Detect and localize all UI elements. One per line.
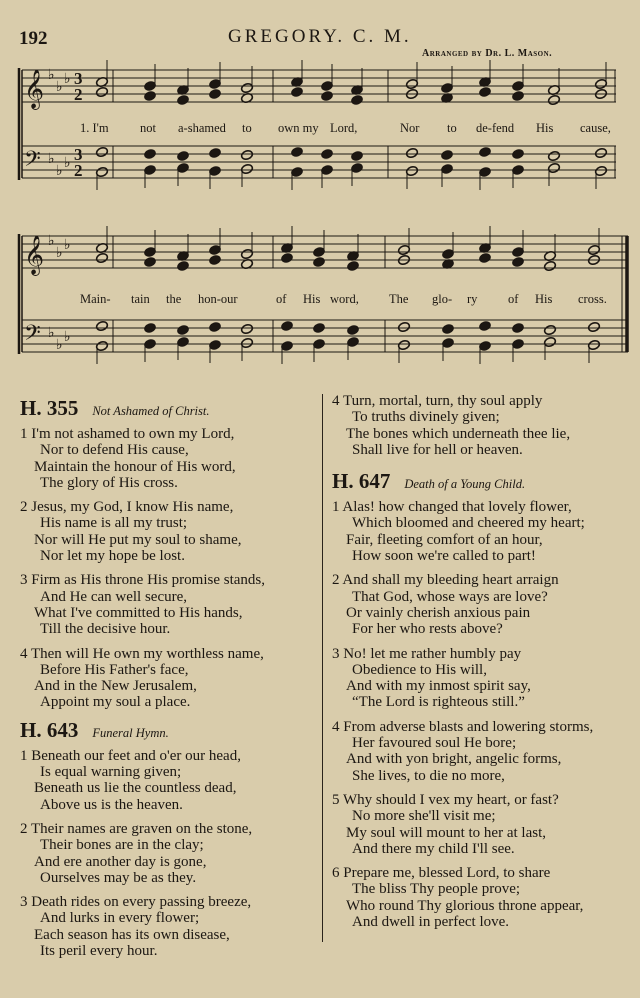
verse-line: How soon we're called to part! [352, 548, 536, 565]
stanza [332, 572, 632, 637]
stanza [332, 646, 632, 711]
column-divider [322, 394, 323, 942]
lyric-syllable: of [276, 292, 287, 306]
stanza [20, 499, 320, 564]
svg-text:♭: ♭ [56, 163, 63, 179]
verse-line: Maintain the honour of His word, [34, 458, 236, 475]
stanza [332, 499, 632, 564]
svg-text:3: 3 [74, 69, 83, 88]
lyric-syllable: the [166, 292, 182, 306]
stanza [20, 894, 320, 959]
verse-line: 1 Alas! how changed that lovely flower, [332, 499, 572, 516]
verse-line: Nor will He put my soul to shame, [34, 531, 242, 548]
stanza [20, 426, 320, 491]
lyric-syllable: de-fend [476, 121, 515, 135]
verse-line: 3 No! let me rather humbly pay [332, 645, 522, 662]
verse-line: 4 Turn, mortal, turn, thy soul apply [332, 393, 543, 409]
verse-line: 1 Beneath our feet and o'er our head, [20, 747, 241, 764]
verse-line: 6 Prepare me, blessed Lord, to share [332, 865, 551, 882]
hymn-number: H. 355 [20, 396, 79, 420]
stanza [332, 792, 632, 857]
arranger-credit: Arranged by Dr. L. Mason. [422, 48, 553, 59]
verse-line: And ere another day is gone, [34, 853, 207, 870]
lyric-syllable: His [535, 292, 553, 306]
lyric-syllable: ry [467, 292, 478, 306]
verse-line: Nor to defend His cause, [40, 442, 189, 459]
svg-text:♭: ♭ [64, 237, 71, 253]
right-column [332, 393, 632, 938]
lyric-syllable: The [389, 292, 409, 306]
verse-line: And in the New Jerusalem, [34, 678, 197, 695]
music-score [0, 0, 640, 380]
lyric-syllable: word, [330, 292, 359, 306]
verse-line: That God, whose ways are love? [352, 588, 548, 605]
verse-line: 2 And shall my bleeding heart arraign [332, 572, 559, 589]
verse-line: Till the decisive hour. [40, 621, 171, 638]
svg-text:♭: ♭ [56, 337, 63, 353]
stanza [332, 719, 632, 784]
svg-text:3: 3 [74, 145, 83, 164]
verse-line: 5 Why should I vex my heart, or fast? [332, 791, 559, 808]
verse-line: “The Lord is righteous still.” [352, 694, 525, 711]
stanza [20, 821, 320, 886]
left-column [20, 397, 320, 967]
verse-line: And with my inmost spirit say, [346, 678, 531, 695]
svg-text:♭: ♭ [64, 155, 71, 171]
verse-line: Beneath us lie the countless dead, [34, 780, 237, 797]
stanza [20, 748, 320, 813]
lyric-syllable: Lord, [330, 121, 358, 135]
verse-line: Each season has its own disease, [34, 926, 230, 943]
stanza [20, 646, 320, 711]
lyric-syllable: to [242, 121, 252, 135]
verse-line: The glory of His cross. [40, 474, 178, 491]
verse-line: 2 Their names are graven on the stone, [20, 820, 253, 837]
verse-line: And with yon bright, angelic forms, [346, 751, 562, 768]
svg-text:♭: ♭ [56, 79, 63, 95]
verse-line: Above us is the heaven. [40, 796, 183, 813]
verse-line: Its peril every hour. [40, 943, 158, 960]
svg-text:♭: ♭ [48, 325, 55, 341]
verse-line: 4 Then will He own my worthless name, [20, 645, 264, 662]
lyric-syllable: cross. [578, 292, 607, 306]
verse-line: And He can well secure, [40, 588, 188, 605]
lyric-syllable: hon-our [198, 292, 238, 306]
hymn-subtitle: Death of a Young Child. [404, 477, 526, 492]
lyric-syllable: tain [131, 292, 150, 306]
hymn-heading [20, 719, 320, 744]
tune-title: GREGORY. C. M. [228, 26, 412, 47]
verse-line: Nor let my hope be lost. [40, 548, 185, 565]
svg-text:♭: ♭ [48, 233, 55, 249]
verse-line: Is equal warning given; [40, 764, 182, 781]
hymn-number: H. 647 [332, 469, 391, 494]
lyric-syllable: cause, [580, 121, 611, 135]
lyric-syllable: Nor [400, 121, 420, 135]
verse-line: Before His Father's face, [40, 661, 189, 678]
verse-line: 2 Jesus, my God, I know His name, [20, 499, 234, 516]
verse-line: Shall live for hell or heaven. [352, 441, 523, 458]
hymn-subtitle: Not Ashamed of Christ. [92, 404, 210, 418]
svg-text:♭: ♭ [48, 67, 55, 83]
verse-line: Who round Thy glorious throne appear, [346, 897, 584, 914]
lyric-syllable: 1. I'm [80, 121, 109, 135]
verse-line: 3 Death rides on every passing breeze, [20, 894, 252, 911]
stanza [20, 572, 320, 637]
verse-line: Fair, fleeting comfort of an hour, [346, 531, 543, 548]
svg-text:𝄞: 𝄞 [24, 235, 45, 275]
page-number: 192 [19, 28, 48, 49]
verse-line: 3 Firm as His throne His promise stands, [20, 572, 265, 589]
verse-line: The bliss Thy people prove; [352, 881, 521, 898]
svg-text:𝄢: 𝄢 [24, 321, 41, 351]
svg-text:2: 2 [74, 161, 83, 180]
verse-line: Which bloomed and cheered my heart; [352, 515, 585, 532]
verse-line: To truths divinely given; [352, 409, 500, 426]
verse-line: 1 I'm not ashamed to own my Lord, [20, 426, 235, 442]
verse-line: What I've committed to His hands, [34, 604, 243, 621]
verse-line: And lurks in every flower; [40, 910, 200, 927]
verse-line: Obedience to His will, [352, 661, 487, 678]
svg-text:♭: ♭ [64, 329, 71, 345]
verse-line: 4 From adverse blasts and lowering storms, [332, 718, 594, 735]
hymn-number: H. 643 [20, 717, 79, 742]
lyric-syllable: Main- [80, 292, 111, 306]
hymn-heading [20, 397, 320, 422]
verse-line: His name is all my trust; [40, 515, 188, 532]
svg-text:𝄢: 𝄢 [24, 147, 41, 177]
lyric-syllable: not [140, 121, 156, 135]
svg-text:♭: ♭ [64, 71, 71, 87]
lyric-syllable: a-shamed [178, 121, 226, 135]
lyric-syllable: His [536, 121, 554, 135]
verse-line: And there my child I'll see. [352, 840, 515, 857]
verse-line: She lives, to die no more, [352, 767, 505, 784]
svg-text:𝄞: 𝄞 [24, 69, 45, 109]
verse-line: Or vainly cherish anxious pain [346, 604, 531, 621]
verse-line: For her who rests above? [352, 621, 503, 638]
verse-line: And dwell in perfect love. [352, 914, 510, 931]
verse-line: My soul will mount to her at last, [346, 824, 546, 841]
lyric-syllable: His [303, 292, 321, 306]
verse-line: The bones which underneath thee lie, [346, 425, 571, 442]
lyric-syllable: own my [278, 121, 319, 135]
hymn-subtitle: Funeral Hymn. [92, 725, 169, 740]
svg-text:♭: ♭ [56, 245, 63, 261]
verse-line: Ourselves may be as they. [40, 869, 197, 886]
lyric-syllable: glo- [432, 292, 453, 306]
verse-line: Her favoured soul He bore; [352, 735, 517, 752]
svg-text:♭: ♭ [48, 151, 55, 167]
verse-line: Appoint my soul a place. [40, 694, 191, 711]
lyric-syllable: to [447, 121, 457, 135]
hymn-heading [332, 470, 632, 495]
verse-line: Their bones are in the clay; [40, 837, 204, 854]
svg-text:2: 2 [74, 85, 83, 104]
lyric-syllable: of [508, 292, 519, 306]
stanza [332, 393, 632, 458]
stanza [332, 865, 632, 930]
verse-line: No more she'll visit me; [352, 808, 496, 825]
